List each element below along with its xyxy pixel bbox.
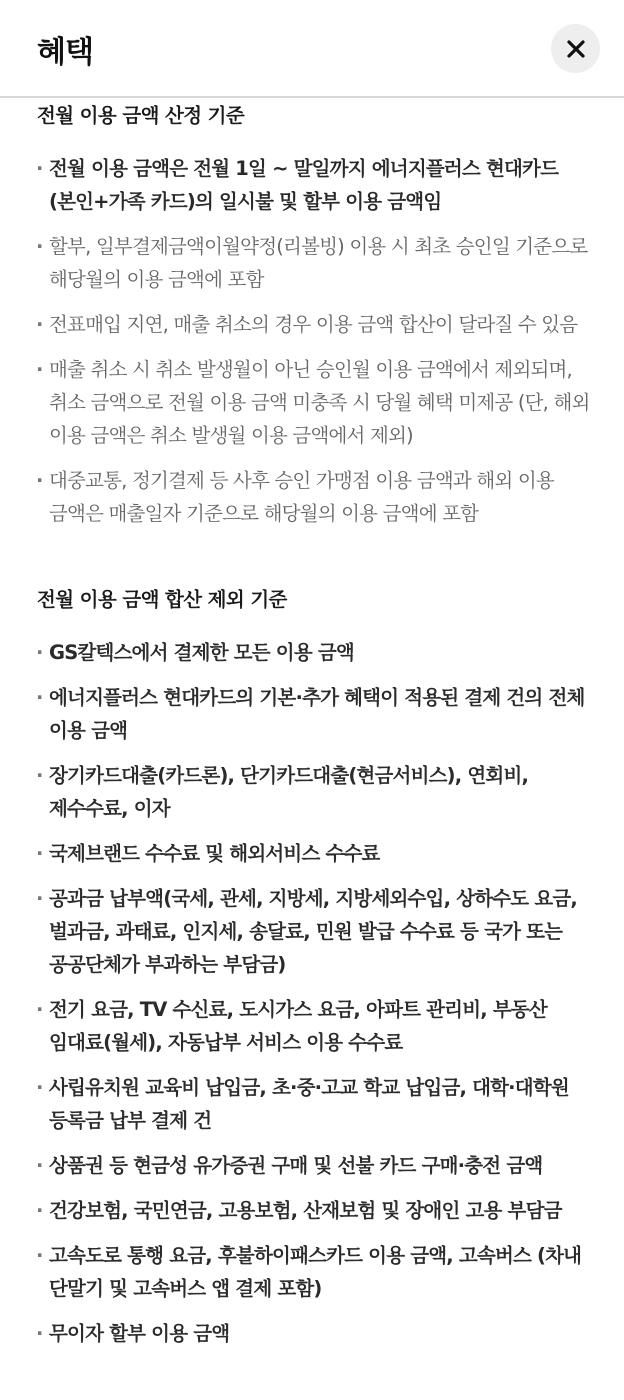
list-item: · 전기 요금, TV 수신료, 도시가스 요금, 아파트 관리비, 부동산 임대료(월세), 자동납부 서비스 이용 수수료 xyxy=(37,993,594,1059)
list-item: · GS칼텍스에서 결제한 모든 이용 금액 xyxy=(37,636,594,669)
list-item: · 국제브랜드 수수료 및 해외서비스 수수료 xyxy=(37,837,594,870)
list-item: · 고속도로 통행 요금, 후불하이패스카드 이용 금액, 고속버스 (차내 단말기 및 고속버스 앱 결제 포함) xyxy=(37,1239,594,1305)
list-item: · 에너지플러스 현대카드의 기본·추가 혜택이 적용된 결제 건의 전체 이용 금액 xyxy=(37,681,594,747)
exclusion-criteria-list xyxy=(37,636,594,1350)
list-item: · 무이자 할부 이용 금액 xyxy=(37,1317,594,1350)
usage-criteria-list xyxy=(37,152,594,530)
close-button[interactable] xyxy=(551,24,600,73)
section-exclusion-criteria xyxy=(0,542,624,1350)
list-item: · 장기카드대출(카드론), 단기카드대출(현금서비스), 연회비, 제수수료, 이자 xyxy=(37,759,594,825)
list-item: · 전표매입 지연, 매출 취소의 경우 이용 금액 합산이 달라질 수 있음 xyxy=(37,308,594,341)
list-item: · 대중교통, 정기결제 등 사후 승인 가맹점 이용 금액과 해외 이용 금액은 매출일자 기준으로 해당월의 이용 금액에 포함 xyxy=(37,464,594,530)
list-item: · 상품권 등 현금성 유가증권 구매 및 선불 카드 구매·충전 금액 xyxy=(37,1149,594,1182)
list-item: · 할부, 일부결제금액이월약정(리볼빙) 이용 시 최초 승인일 기준으로 해당월의 이용 금액에 포함 xyxy=(37,230,594,296)
list-item: · 공과금 납부액(국세, 관세, 지방세, 지방세외수입, 상하수도 요금, 벌과금, 과태료, 인지세, 송달료, 민원 발급 수수료 등 국가 또는 공공단체가 부과하는 부담금) xyxy=(37,882,594,981)
page-title: 혜택 xyxy=(37,35,93,70)
list-item: · 전월 이용 금액은 전월 1일 ~ 말일까지 에너지플러스 현대카드 (본인+가족 카드)의 일시불 및 할부 이용 금액임 xyxy=(37,152,594,218)
section-usage-criteria xyxy=(0,98,624,530)
list-item: · 매출 취소 시 취소 발생월이 아닌 승인월 이용 금액에서 제외되며, 취소 금액으로 전월 이용 금액 미충족 시 당월 혜택 미제공 (단, 해외 이용 금액은 취소 발생월 이용 금액에서 제외) xyxy=(37,353,594,452)
modal-header xyxy=(0,0,624,98)
section-title-exclusion-criteria: 전월 이용 금액 합산 제외 기준 xyxy=(37,588,287,611)
list-item: · 건강보험, 국민연금, 고용보험, 산재보험 및 장애인 고용 부담금 xyxy=(37,1194,594,1227)
close-icon xyxy=(566,39,586,59)
list-item: · 사립유치원 교육비 납입금, 초·중·고교 학교 납입금, 대학·대학원 등록금 납부 결제 건 xyxy=(37,1071,594,1137)
section-title-usage-criteria: 전월 이용 금액 산정 기준 xyxy=(37,104,245,127)
benefit-content xyxy=(0,98,624,1362)
